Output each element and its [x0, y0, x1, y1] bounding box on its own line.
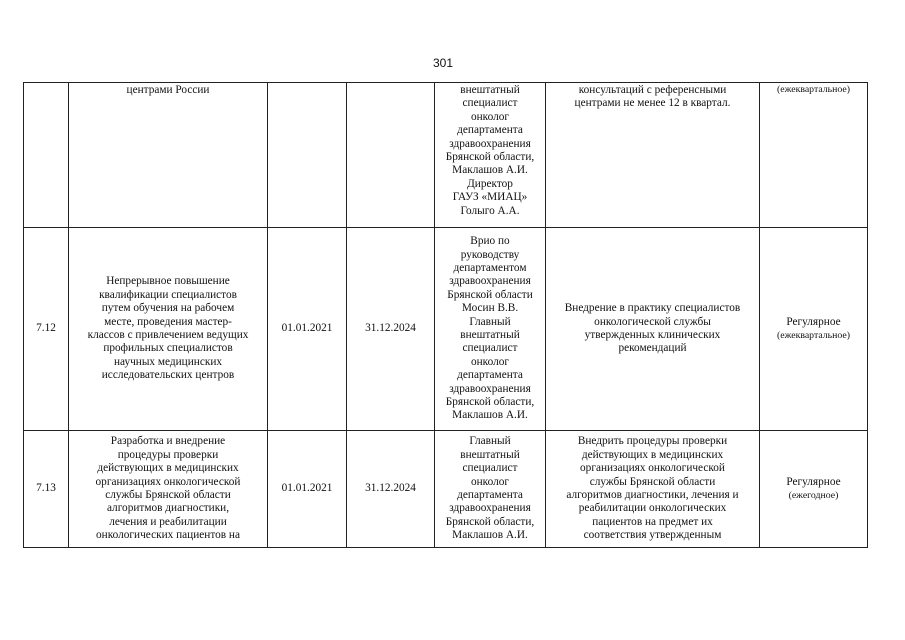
cell-event: центрами России [69, 83, 268, 228]
cell-result: Внедрить процедуры проверки действующих в медицинских организациях онкологической службы Брянской области алгоритмов диагностики, лечения и реабилитации онкологических пациентов на предмет их соответствия утвержденным [546, 431, 760, 548]
cell-periodicity [760, 83, 868, 228]
cell-result: консультаций с референсными центрами не менее 12 в квартал. [546, 83, 760, 228]
cell-start-date [268, 83, 347, 228]
cell-start-date: 01.01.2021 [268, 228, 347, 431]
cell-responsible: Врио по руководству департаментом здравоохранения Брянской области Мосин В.В. Главный внештатный специалист онколог департамента здравоохранения Брянской области, Маклашов А.И. [435, 228, 546, 431]
plan-table [23, 82, 868, 548]
table-row [24, 431, 868, 548]
cell-result: Внедрение в практику специалистов онкологической службы утвержденных клинических рекомендаций [546, 228, 760, 431]
cell-event: Разработка и внедрение процедуры проверки действующих в медицинских организациях онкологической службы Брянской области алгоритмов диагностики, лечения и реабилитации онкологических пациентов на [69, 431, 268, 548]
table-row [24, 228, 868, 431]
cell-start-date: 01.01.2021 [268, 431, 347, 548]
cell-periodicity [760, 431, 868, 548]
cell-periodicity [760, 228, 868, 431]
cell-responsible: внештатный специалист онколог департамента здравоохранения Брянской области, Маклашов А.И. Директор ГАУЗ «МИАЦ» Голыго А.А. [435, 83, 546, 228]
cell-end-date: 31.12.2024 [347, 228, 435, 431]
periodicity-note: (ежегодное) [788, 489, 839, 501]
table-row [24, 83, 868, 228]
cell-end-date [347, 83, 435, 228]
periodicity-note: (ежеквартальное) [776, 84, 851, 95]
periodicity-type: Регулярное [786, 476, 841, 489]
periodicity-note: (ежеквартальное) [776, 329, 851, 341]
cell-event: Непрерывное повышение квалификации специалистов путем обучения на рабочем месте, проведения мастер- классов с привлечением ведущих профильных специалистов научных медицинских исследовательских центров [69, 228, 268, 431]
periodicity-type: Регулярное [786, 316, 841, 329]
cell-number: 7.13 [24, 431, 69, 548]
cell-number [24, 83, 69, 228]
cell-number: 7.12 [24, 228, 69, 431]
cell-end-date: 31.12.2024 [347, 431, 435, 548]
page-number: 301 [433, 56, 454, 70]
cell-responsible: Главный внештатный специалист онколог департамента здравоохранения Брянской области, Маклашов А.И. [435, 431, 546, 548]
